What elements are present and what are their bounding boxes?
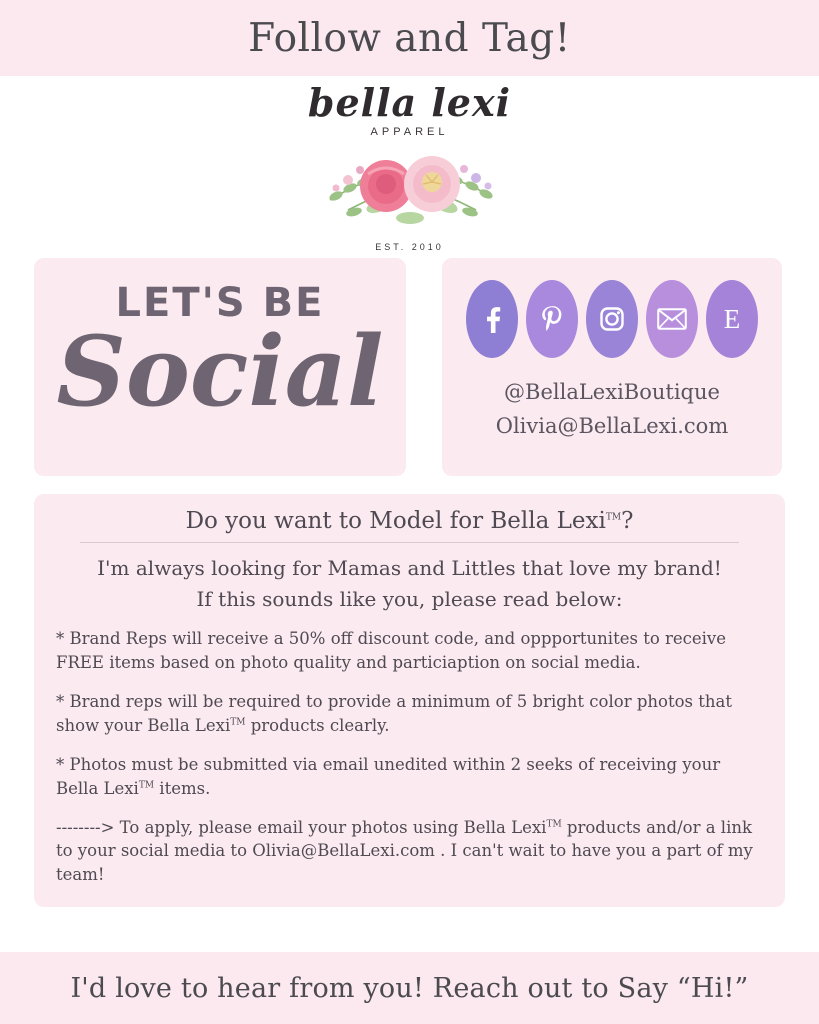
instagram-handle[interactable]: @BellaLexiBoutique: [504, 380, 720, 404]
bullet-text: * Brand Reps will receive a 50% off discount code, and oppportunites to receive FREE items based on photo quality and particiaption on social media.: [56, 629, 727, 672]
model-info-panel: [34, 494, 785, 907]
page-title: Follow and Tag!: [248, 15, 571, 61]
trademark-mark: TM: [546, 819, 562, 830]
established-text: EST. 2010: [375, 242, 444, 252]
social-handles-card: [442, 258, 782, 476]
instagram-icon[interactable]: [586, 280, 638, 358]
floral-illustration: [290, 122, 530, 232]
lets-be-text: LET'S BE: [115, 280, 325, 326]
brand-subtitle: APPAREL: [370, 126, 449, 138]
bullet-text-suffix: products and/or a link to your social media to Olivia@BellaLexi.com . I can't wait to have you a part of my team!: [56, 817, 753, 885]
list-item: [56, 690, 763, 738]
list-item: [56, 627, 763, 675]
brand-logo: [0, 76, 819, 258]
pinterest-icon[interactable]: [526, 280, 578, 358]
svg-text:E: E: [723, 304, 741, 334]
trademark-mark: TM: [230, 717, 246, 728]
requirements-list: [56, 627, 763, 887]
bullet-text: * Photos must be submitted via email unedited within 2 seeks of receiving your Bella Lexi: [56, 754, 721, 798]
facebook-icon[interactable]: [466, 280, 518, 358]
lets-be-social-card: [34, 258, 406, 476]
trademark-mark: TM: [605, 512, 622, 523]
brand-name: bella lexi: [307, 80, 512, 125]
etsy-icon[interactable]: [706, 280, 758, 358]
divider: [80, 542, 739, 543]
email-icon[interactable]: [646, 280, 698, 358]
model-lead-line-2: If this sounds like you, please read below:: [196, 587, 623, 611]
header-banner: [0, 0, 819, 76]
social-text: Social: [56, 315, 384, 428]
footer-banner: [0, 952, 819, 1024]
trademark-mark: TM: [138, 780, 155, 791]
model-panel-title: [56, 508, 763, 542]
model-panel-title-suffix: ?: [621, 508, 634, 534]
bullet-text-suffix: items.: [154, 778, 211, 798]
bullet-text: * Brand reps will be required to provide a minimum of 5 bright color photos that show your Bella Lexi: [56, 691, 732, 735]
bullet-text: --------> To apply, please email your photos using Bella Lexi: [56, 817, 547, 837]
social-icon-row: [466, 280, 758, 358]
bullet-text-suffix: products clearly.: [245, 715, 390, 735]
model-panel-title-text: Do you want to Model for Bella Lexi: [185, 508, 606, 534]
cards-row: [0, 258, 819, 476]
model-lead-line-1: I'm always looking for Mamas and Littles that love my brand!: [97, 556, 722, 580]
footer-text: I'd love to hear from you! Reach out to Say “Hi!”: [70, 972, 749, 1004]
list-item: [56, 816, 763, 888]
contact-email[interactable]: Olivia@BellaLexi.com: [495, 413, 729, 438]
list-item: [56, 753, 763, 801]
